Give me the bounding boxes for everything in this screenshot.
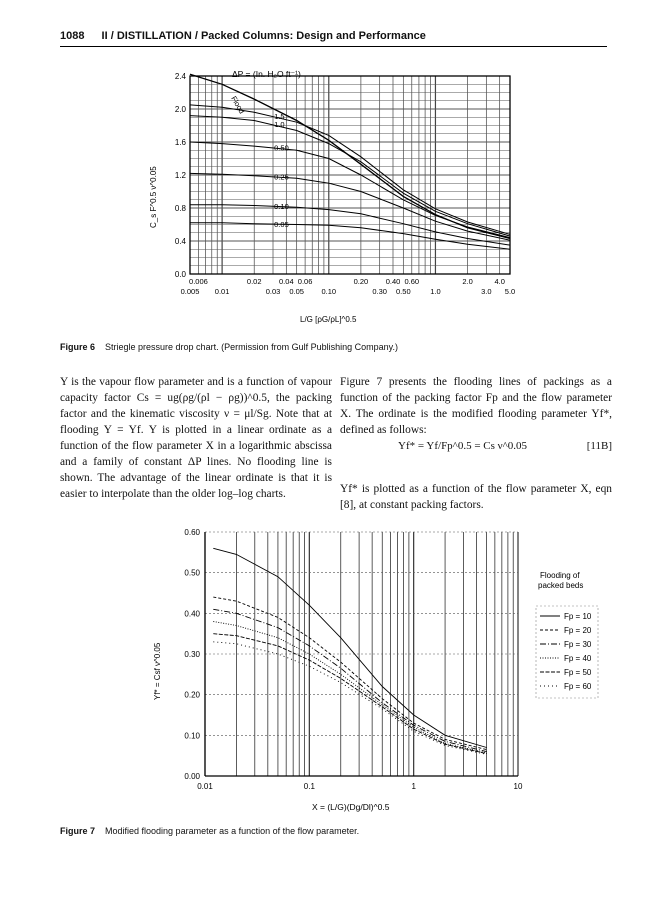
figure7-series-line [213, 597, 486, 750]
figure7-legend-label: Fp = 10 [564, 612, 592, 621]
figure6-x-tick-lower: 3.0 [481, 287, 492, 296]
figure6-x-tick-lower: 0.01 [214, 287, 230, 296]
figure7-legend-title-1: Flooding of [540, 571, 580, 580]
figure7-axes [184, 528, 523, 791]
body-right-paragraph2: Yf* is plotted as a function of the flow parameter X, eqn [8], at constant packing factors. [340, 483, 612, 512]
figure7-y-tick: 0.60 [184, 528, 200, 537]
figure7-legend-title-2: packed beds [538, 581, 584, 590]
figure7-legend-label: Fp = 40 [564, 654, 592, 663]
figure6-y-tick: 2.4 [174, 72, 186, 81]
body-left-paragraph: Y is the vapour flow parameter and is a function of vapour capacity factor Cs = ug(ρg/(ρl − ρg))^0.5, the packing factor and the kinematic viscosity ν = μl/Sg. Note that at flooding Y = Yf. Y is plotted in a linear ordinate as a function of the flow parameter X in a logarithmic abscissa and a family of constant ΔP lines. No flooding line is shown. The advantage of the linear ordinate is that it is easier to interpolate than the older log–log charts. [60, 376, 332, 500]
equation-text: Yf* = Yf/Fp^0.5 = Cs ν^0.05 [398, 440, 528, 452]
figure6-x-tick-upper: 0.60 [404, 277, 420, 286]
figure7-x-tick: 0.1 [303, 782, 315, 791]
body-right-paragraph2-block [340, 470, 612, 525]
figure6-chart [140, 64, 540, 332]
figure6-y-tick: 2.0 [174, 105, 186, 114]
figure7-series-line [213, 548, 486, 747]
figure6-caption-text: Striegle pressure drop chart. (Permission from Gulf Publishing Company.) [105, 342, 398, 352]
figure7-series-line [213, 622, 486, 753]
figure7-x-tick: 10 [513, 782, 523, 791]
header-rule [60, 46, 607, 47]
figure6-delta-p-label: ΔP = (In. H₂O ft⁻¹) [232, 69, 301, 79]
figure7-x-tick: 1 [411, 782, 416, 791]
figure7-chart [150, 522, 620, 820]
figure7-y-tick: 0.40 [184, 609, 200, 619]
body-left-column [60, 374, 332, 502]
figure7-y-tick: 0.30 [184, 650, 200, 659]
figure6-flooding-label: Flood [229, 94, 247, 116]
figure7-y-tick: 0.20 [184, 690, 200, 700]
body-right-column [340, 374, 612, 438]
figure6-x-tick-upper: 2.0 [462, 277, 473, 286]
figure6-x-tick-upper: 0.04 [279, 277, 294, 286]
figure7-legend-label: Fp = 20 [564, 626, 592, 635]
figure7-grid [205, 532, 518, 776]
figure7-y-tick: 0.00 [184, 772, 200, 781]
figure7-series-line [213, 642, 486, 755]
figure6-x-tick-upper: 0.40 [385, 277, 401, 286]
figure7-series-line [213, 609, 486, 751]
figure6-x-tick-lower: 0.30 [372, 287, 387, 296]
figure6-x-tick-upper: 4.0 [494, 277, 505, 286]
figure6-x-tick-upper: 0.02 [246, 277, 262, 286]
figure6-labels [175, 72, 515, 296]
figure6-y-tick: 1.2 [174, 171, 186, 180]
figure6-x-tick-upper: 0.006 [189, 277, 208, 286]
figure6-x-tick-lower: 0.005 [180, 287, 200, 296]
figure6-x-tick-lower: 1.0 [430, 287, 441, 296]
figure7-caption-text: Modified flooding parameter as a function of the flow parameter. [105, 826, 360, 836]
figure6-label: Figure 6 [60, 342, 96, 352]
figure7-y-tick: 0.10 [184, 731, 200, 741]
figure6-x-axis-label: L/G [ρG/ρL]^0.5 [300, 315, 357, 324]
figure7-legend [536, 606, 598, 698]
figure6-x-tick-lower: 0.05 [289, 287, 304, 296]
figure6-y-tick: 0.8 [174, 204, 186, 213]
figure7-caption [60, 826, 359, 836]
page-number: 1088 [60, 30, 85, 42]
figure6-series-label: 0.50 [274, 143, 289, 153]
figure6-y-tick: 1.6 [174, 138, 186, 147]
figure6-y-axis-label: C_s F^0.5 ν^0.05 [149, 166, 158, 228]
figure6-series-label: 0.25 [274, 172, 289, 182]
figure7-legend-label: Fp = 60 [564, 682, 592, 691]
figure6-series-label: 0.05 [274, 219, 289, 229]
figure7-y-tick: 0.50 [184, 568, 200, 578]
figure6-series-label: 1.0 [274, 120, 285, 130]
figure6-x-tick-lower: 0.03 [265, 287, 281, 296]
figure7-x-tick: 0.01 [197, 782, 213, 791]
body-right-paragraph1: Figure 7 presents the flooding lines of packings as a function of the packing factor Fp and the flow parameter X. The ordinate is the modified flooding parameter Yf*, defined as follows: [340, 376, 612, 436]
equation-number: [11B] [586, 440, 612, 452]
figure6-x-tick-upper: 0.20 [353, 277, 369, 286]
figure6-series-label: 1.5 [274, 111, 285, 121]
figure7-legend-label: Fp = 30 [564, 640, 592, 649]
running-title: II / DISTILLATION / Packed Columns: Design and Performance [101, 30, 426, 42]
figure6-x-tick-upper: 0.06 [297, 277, 313, 286]
figure6-caption [60, 342, 398, 352]
figure7-legend-label: Fp = 50 [564, 668, 592, 677]
figure6-x-tick-lower: 0.50 [396, 287, 411, 296]
figure7-x-axis-label: X = (L/G)(Dg/Dl)^0.5 [312, 802, 390, 812]
figure6-x-tick-lower: 5.0 [504, 287, 516, 296]
figure7-y-axis-label: Yf* = Csf ν^0.05 [153, 642, 162, 700]
figure6-series-line [190, 223, 510, 250]
figure6-x-tick-lower: 0.10 [321, 287, 337, 296]
figure6-series-label: 0.10 [274, 202, 289, 212]
figure6-y-tick: 0.4 [174, 237, 186, 246]
figure6-y-tick: 0.0 [174, 270, 186, 279]
running-header [60, 30, 440, 42]
figure7-label: Figure 7 [60, 826, 96, 836]
figure7-curves [213, 548, 486, 754]
